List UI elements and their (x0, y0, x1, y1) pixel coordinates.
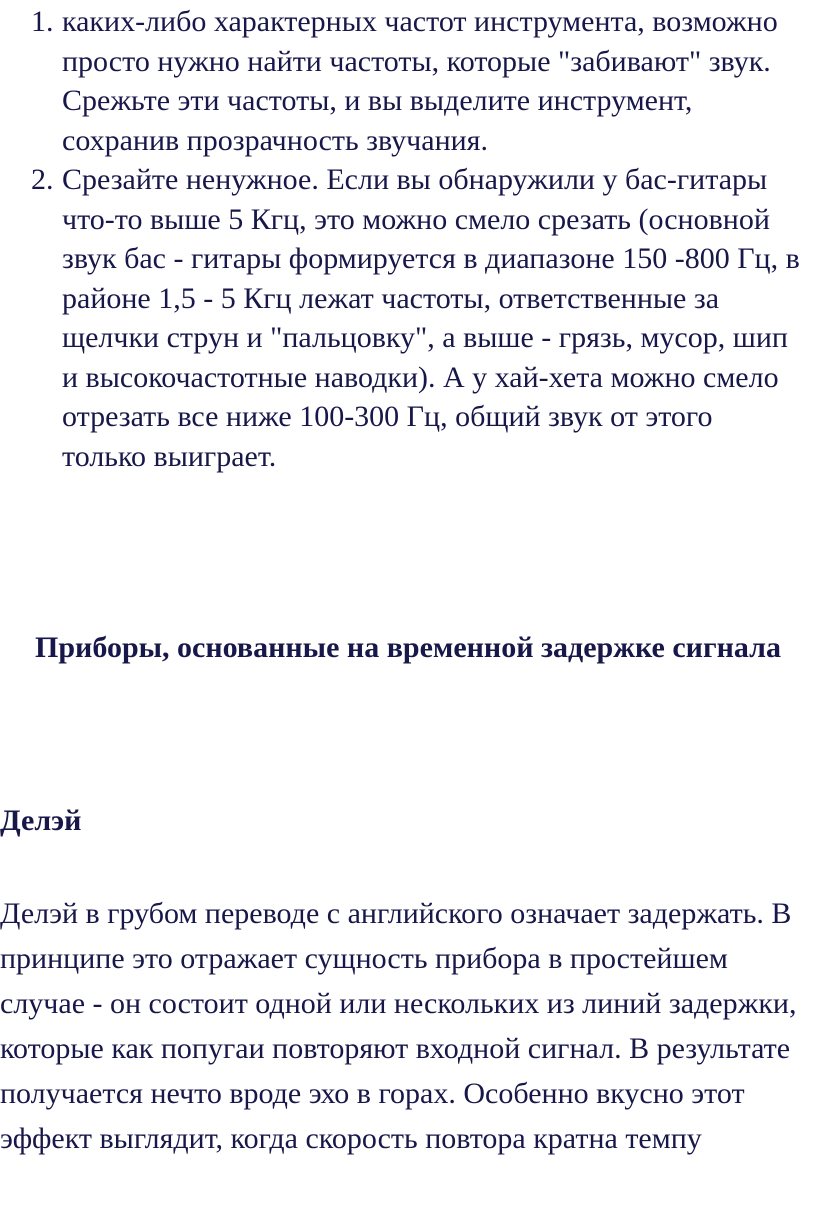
subsection-heading: Делэй (0, 804, 82, 837)
list-item (0, 2, 816, 160)
numbered-list (0, 2, 816, 476)
list-item-number: 1. (31, 5, 54, 38)
section-heading: Приборы, основанные на временной задержке сигнала (35, 631, 781, 664)
list-item-text: Срезайте ненужное. Если вы обнаружили у бас-гитары что-то выше 5 Кгц, это можно смело срезать (основной звук бас - гитары формируется в диапазоне 150 -800 Гц, в районе 1,5 - 5 Кгц лежат частоты, ответственные за щелчки струн и "пальцовку", а выше - грязь, мусор, шип и высокочастотные наводки). А у хай-хета можно смело отрезать все ниже 100-300 Гц, общий звук от этого только выиграет. (62, 163, 800, 473)
list-item-number: 2. (31, 163, 54, 196)
list-item (0, 160, 816, 476)
list-item-text: каких-либо характерных частот инструмента, возможно просто нужно найти частоты, которые "забивают" звук. Срежьте эти частоты, и вы выделите инструмент, сохранив прозрачность звучания. (62, 5, 778, 157)
body-paragraph: Делэй в грубом переводе с английского означает задержать. В принципе это отражает сущность прибора в простейшем случае - он состоит одной или нескольких из линий задержки, которые как попугаи повторяют входной сигнал. В результате получается нечто вроде эхо в горах. Особенно вкусно этот эффект выглядит, когда скорость повтора кратна темпу (0, 897, 797, 1155)
